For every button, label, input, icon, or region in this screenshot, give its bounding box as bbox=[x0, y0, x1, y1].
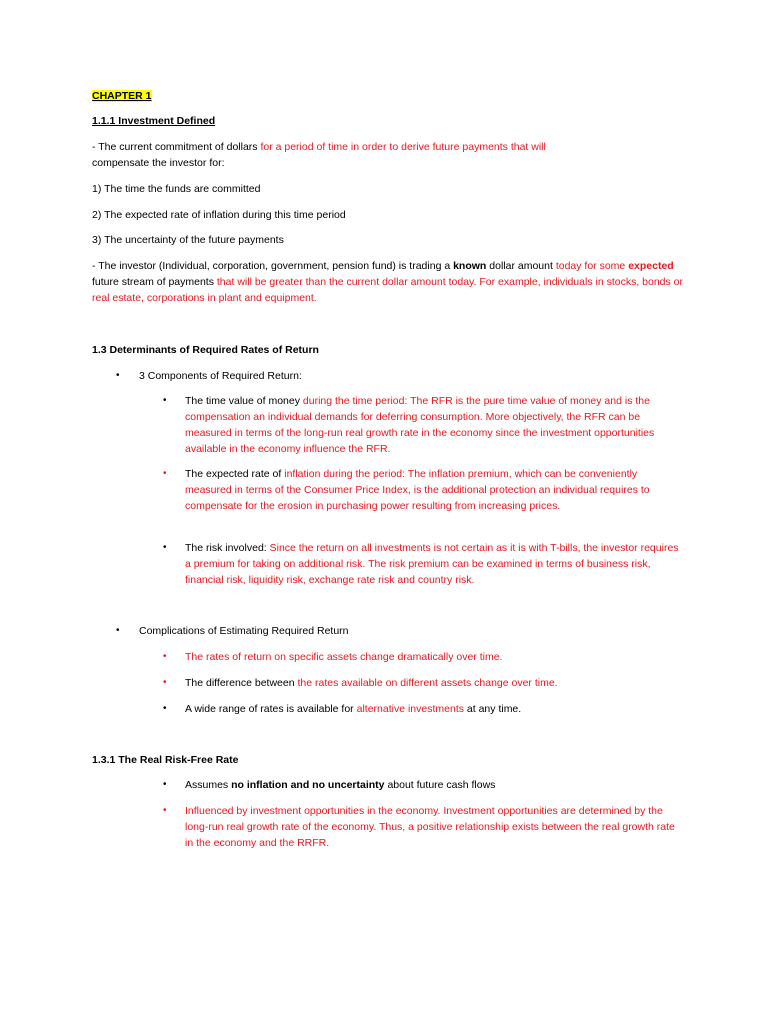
text-run-red: inflation during the period: The inflation premium, which can be conveniently measured in terms of the Consumer Price Index, is the additional protection an individual requires to compensate for the erosion in purchasing power resulting from increasing prices. bbox=[185, 468, 650, 512]
list-item-risk bbox=[185, 540, 685, 588]
bullet-icon: • bbox=[163, 542, 167, 553]
bullet-icon: • bbox=[163, 395, 167, 406]
text-run-red: that will be greater than the current dollar amount today. For example, individuals in stocks, bonds or real estate, corporations in plant and equipment. bbox=[92, 276, 684, 304]
text-run: Assumes bbox=[185, 779, 232, 791]
text-run-bold: no inflation and no uncertainty bbox=[231, 779, 385, 791]
list-item-influenced: Influenced by investment opportunities in the economy. Investment opportunities are determined by the long-run real growth rate of the economy. Thus, a positive relationship exists between the real growth rate in the economy and the RRFR. bbox=[185, 805, 675, 849]
list-item: 3) The uncertainty of the future payments bbox=[92, 234, 284, 246]
text-run: The difference between bbox=[185, 677, 298, 689]
list-item-time-value bbox=[185, 393, 685, 457]
text-run: The risk involved: bbox=[185, 542, 270, 554]
text-run: about future cash flows bbox=[384, 779, 496, 791]
bullet-icon: • bbox=[116, 370, 120, 381]
bullet-icon: • bbox=[163, 703, 167, 714]
list-item-wide-range bbox=[185, 701, 685, 717]
section-heading-1-1-1: 1.1.1 Investment Defined bbox=[92, 115, 216, 127]
text-run: dollar amount bbox=[486, 260, 556, 272]
text-run: - The current commitment of dollars bbox=[92, 141, 261, 153]
bullet-icon: • bbox=[116, 625, 120, 636]
text-run-red: alternative investments bbox=[356, 703, 464, 715]
list-item-assumes bbox=[185, 777, 685, 793]
text-run-red: the rates available on different assets change over time. bbox=[297, 677, 558, 689]
text-run: future stream of payments bbox=[92, 276, 217, 288]
paragraph-investor-trade bbox=[92, 258, 684, 306]
chapter-title bbox=[92, 88, 684, 104]
text-run: at any time. bbox=[464, 703, 522, 715]
bullet-icon: • bbox=[163, 677, 167, 688]
text-run-bold: known bbox=[453, 260, 487, 272]
bullet-icon: • bbox=[163, 779, 167, 790]
text-run: compensate the investor for: bbox=[92, 157, 225, 169]
section-heading-1-3: 1.3 Determinants of Required Rates of Return bbox=[92, 344, 319, 356]
paragraph-investment-definition bbox=[92, 139, 684, 171]
text-run: - The investor (Individual, corporation, government, pension fund) is trading a bbox=[92, 260, 454, 272]
section-heading-1-3-1: 1.3.1 The Real Risk-Free Rate bbox=[92, 754, 239, 766]
bullet-icon: • bbox=[163, 805, 167, 816]
list-item-rates-change: The rates of return on specific assets change dramatically over time. bbox=[185, 651, 503, 663]
list-item-inflation bbox=[185, 466, 685, 514]
text-run-red: Since the return on all investments is not certain as it is with T-bills, the investor requires a premium for taking on additional risk. The risk premium can be examined in terms of business risk, financial risk, liquidity risk, exchange rate risk and country risk. bbox=[185, 542, 679, 586]
chapter-label: CHAPTER 1 bbox=[92, 90, 152, 102]
text-run-red: for a period of time in order to derive future payments that will bbox=[260, 141, 546, 153]
bullet-icon: • bbox=[163, 651, 167, 662]
list-item-components: 3 Components of Required Return: bbox=[139, 370, 302, 382]
text-run-red: today for some bbox=[555, 260, 629, 272]
list-item: 1) The time the funds are committed bbox=[92, 183, 261, 195]
text-run: The expected rate of bbox=[185, 468, 285, 480]
list-item: 2) The expected rate of inflation during this time period bbox=[92, 209, 346, 221]
list-item-complications: Complications of Estimating Required Return bbox=[139, 625, 349, 637]
list-item-difference bbox=[185, 675, 685, 691]
text-run: A wide range of rates is available for bbox=[185, 703, 357, 715]
text-run: The time value of money bbox=[185, 395, 303, 407]
bullet-icon: • bbox=[163, 468, 167, 479]
text-run-red: during the time period: The RFR is the pure time value of money and is the compensation an individual demands for deferring consumption. More objectively, the RFR can be measured in terms of the long-run real growth rate in the economy since the investment opportunities available in the economy influence the RFR. bbox=[185, 395, 655, 455]
text-run-red-bold: expected bbox=[628, 260, 674, 272]
